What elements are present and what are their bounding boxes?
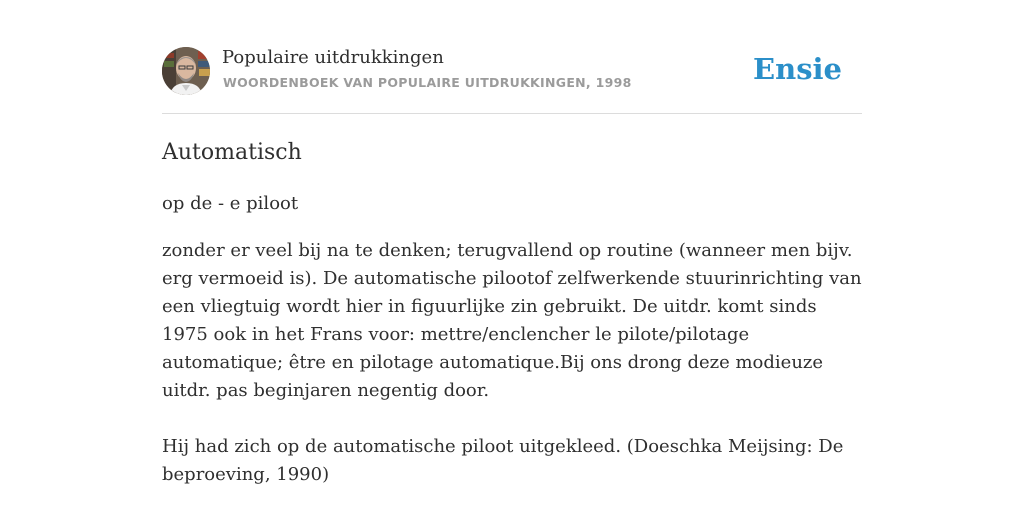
entry-title: Automatisch	[162, 140, 302, 165]
entry-header	[162, 0, 862, 114]
author-avatar[interactable]	[162, 47, 210, 95]
source-title[interactable]: Populaire uitdrukkingen	[222, 47, 444, 68]
entry-definition: zonder er veel bij na te denken; terugvallend op routine (wanneer men bijv. erg vermoeid is). De automatische pilootof zelfwerkende stuurinrichting van een vliegtuig wordt hier in figuurlijke zin gebruikt. De uitdr. komt sinds 1975 ook in het Frans voor: mettre/enclencher le pilote/pilotage automatique; être en pilotage automatique.Bij ons drong deze modieuze uitdr. pas beginjaren negentig door.	[162, 240, 862, 401]
entry-card	[162, 0, 862, 485]
entry-example: Hij had zich op de automatische piloot uitgekleed. (Doeschka Meijsing: De beproeving, 1990)	[162, 436, 844, 485]
ensie-logo[interactable]: Ensie	[753, 52, 842, 86]
source-subtitle: WOORDENBOEK VAN POPULAIRE UITDRUKKINGEN, 1998	[223, 75, 632, 90]
author-portrait-icon	[162, 47, 210, 95]
entry-phrase: op de - e piloot	[162, 193, 299, 214]
